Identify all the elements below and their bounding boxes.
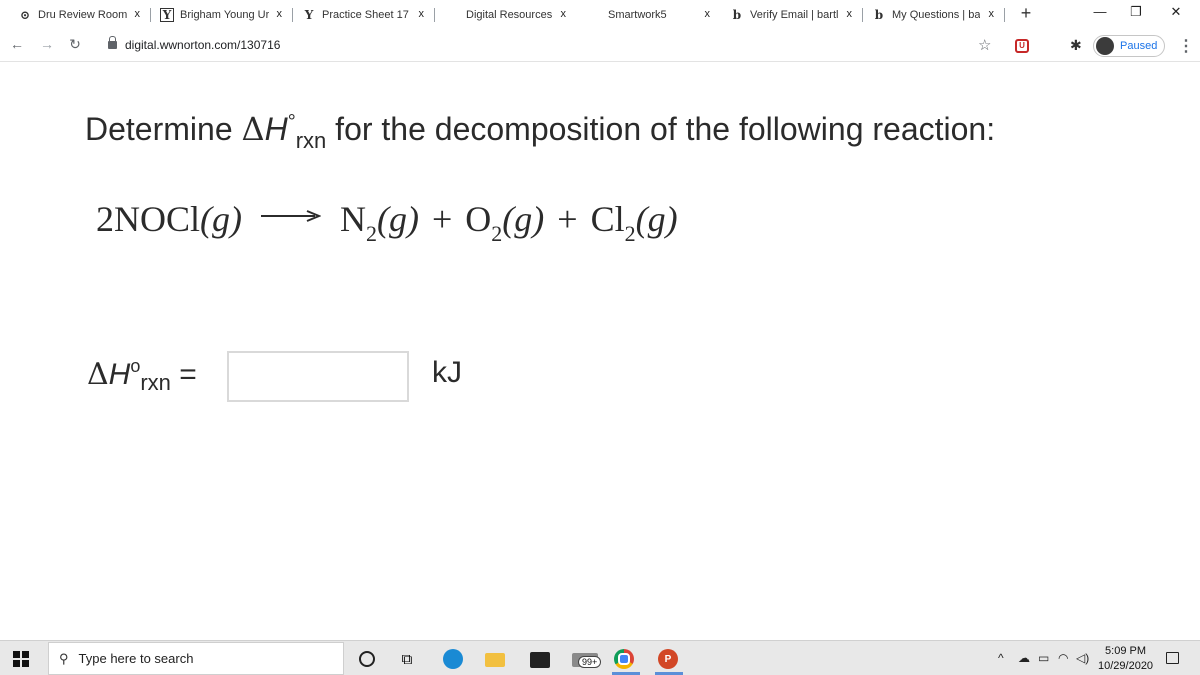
tab-my-questions[interactable] [872, 0, 1000, 30]
taskbar [0, 640, 1200, 675]
answer-label [87, 356, 197, 396]
subscript: 2 [366, 221, 377, 246]
tab-divider [292, 8, 293, 22]
bartleby-b-icon: b [874, 8, 884, 22]
profile-status: Paused [1120, 40, 1158, 52]
tab-label: My Questions | ba [892, 9, 981, 21]
state-label: (g) [377, 199, 419, 239]
menu-kebab-icon[interactable]: ⋮ [1178, 38, 1194, 55]
byu-y-icon: Y [160, 8, 174, 22]
delta-symbol: Δ [241, 110, 265, 148]
bartleby-b-icon: b [732, 8, 742, 22]
store-icon[interactable] [530, 652, 550, 668]
tab-label: Smartwork5 [608, 9, 667, 21]
degree-symbol: ° [287, 111, 296, 133]
powerpoint-icon[interactable]: P [658, 649, 678, 669]
close-tab-icon[interactable]: x [846, 8, 852, 20]
windows-start-icon[interactable] [13, 651, 29, 667]
close-tab-icon[interactable]: x [704, 8, 710, 20]
address-bar[interactable]: digital.wwnorton.com/130716 [125, 38, 281, 52]
tab-label: Brigham Young Ur [180, 9, 270, 21]
tab-divider [150, 8, 151, 22]
reaction-equation [96, 198, 678, 247]
show-hidden-icons-icon[interactable]: ^ [998, 651, 1004, 665]
tab-label: Verify Email | bartl [750, 9, 839, 21]
tab-strip [0, 0, 1200, 30]
rxn-subscript: rxn [140, 370, 171, 395]
tab-verify-email[interactable] [730, 0, 858, 30]
degree-symbol: o [130, 356, 141, 376]
extension-icon[interactable]: U [1015, 39, 1029, 53]
plus-sign: + [557, 199, 578, 239]
close-tab-icon[interactable]: x [134, 8, 140, 20]
tab-label: Practice Sheet 17 [322, 9, 409, 21]
state-label: (g) [200, 199, 242, 239]
tab-practice-sheet[interactable] [302, 0, 430, 30]
reaction-arrow-icon [261, 209, 321, 223]
reactant: 2NOCl [96, 199, 201, 239]
taskbar-search[interactable] [48, 642, 344, 675]
search-placeholder: Type here to search [78, 651, 194, 666]
tab-divider [1004, 8, 1005, 22]
close-tab-icon[interactable]: x [276, 8, 282, 20]
clock-time: 5:09 PM [1105, 645, 1147, 657]
onedrive-icon[interactable]: ☁ [1018, 651, 1030, 665]
avatar [1096, 37, 1114, 55]
state-label: (g) [502, 199, 545, 239]
enthalpy-symbol: H [108, 358, 131, 391]
bookmark-star-icon[interactable]: ☆ [978, 37, 992, 54]
enthalpy-answer-input[interactable] [227, 351, 409, 402]
restore-button[interactable]: ❐ [1130, 4, 1142, 19]
tab-dru-review-room[interactable] [18, 0, 146, 30]
tab-label: Digital Resources [466, 9, 553, 21]
tab-divider [862, 8, 863, 22]
tab-brigham-young[interactable] [160, 0, 288, 30]
forward-arrow-icon[interactable]: → [40, 36, 54, 52]
question-suffix: for the decomposition of the following reaction: [326, 111, 996, 147]
close-tab-icon[interactable]: x [560, 8, 566, 20]
state-label: (g) [635, 199, 678, 239]
close-window-button[interactable]: ✕ [1170, 4, 1182, 19]
product-o2: O [465, 199, 492, 239]
question-prefix: Determine [85, 111, 242, 147]
unit-label: kJ [432, 356, 462, 389]
volume-icon[interactable]: ◁) [1076, 651, 1090, 665]
question-prompt [85, 110, 995, 154]
tab-divider [434, 8, 435, 22]
subscript: 2 [491, 221, 503, 246]
byu-y-icon: Y [304, 8, 314, 22]
extensions-puzzle-icon[interactable]: ✱ [1070, 37, 1082, 53]
search-icon: ⚲ [59, 650, 69, 666]
profile-button[interactable] [1093, 35, 1165, 57]
lock-icon [108, 41, 117, 49]
clock-date: 10/29/2020 [1098, 660, 1154, 672]
mail-badge: 99+ [578, 656, 601, 668]
wifi-icon[interactable]: ◠ [1058, 651, 1069, 665]
chrome-icon[interactable] [614, 649, 634, 669]
delta-symbol: Δ [87, 357, 109, 392]
system-clock[interactable] [1098, 644, 1153, 674]
equals-sign: = [170, 358, 197, 391]
globe-icon: ⊙ [19, 8, 31, 22]
product-cl2: Cl [590, 199, 625, 239]
close-tab-icon[interactable]: x [418, 8, 424, 20]
back-arrow-icon[interactable]: ← [10, 36, 24, 52]
task-view-icon[interactable]: ⧉ [401, 650, 413, 668]
new-tab-button[interactable]: + [1020, 3, 1032, 23]
subscript: 2 [624, 221, 636, 246]
close-tab-icon[interactable]: x [988, 8, 994, 20]
tab-label: Dru Review Room [38, 9, 128, 21]
plus-sign: + [431, 199, 453, 239]
notifications-icon[interactable] [1166, 652, 1179, 664]
tab-smartwork5[interactable] [586, 0, 716, 30]
reload-icon[interactable]: ↻ [69, 36, 81, 52]
product-n2: N [340, 199, 366, 239]
tab-digital-resources[interactable] [444, 0, 572, 30]
browser-toolbar [0, 30, 1200, 62]
minimize-button[interactable]: — [1093, 4, 1107, 19]
battery-icon[interactable]: ▭ [1038, 651, 1050, 665]
edge-browser-icon[interactable] [443, 649, 463, 669]
rxn-subscript: rxn [295, 128, 327, 153]
enthalpy-symbol: H [264, 111, 288, 147]
cortana-icon[interactable] [359, 651, 375, 667]
file-explorer-icon[interactable] [485, 653, 505, 667]
